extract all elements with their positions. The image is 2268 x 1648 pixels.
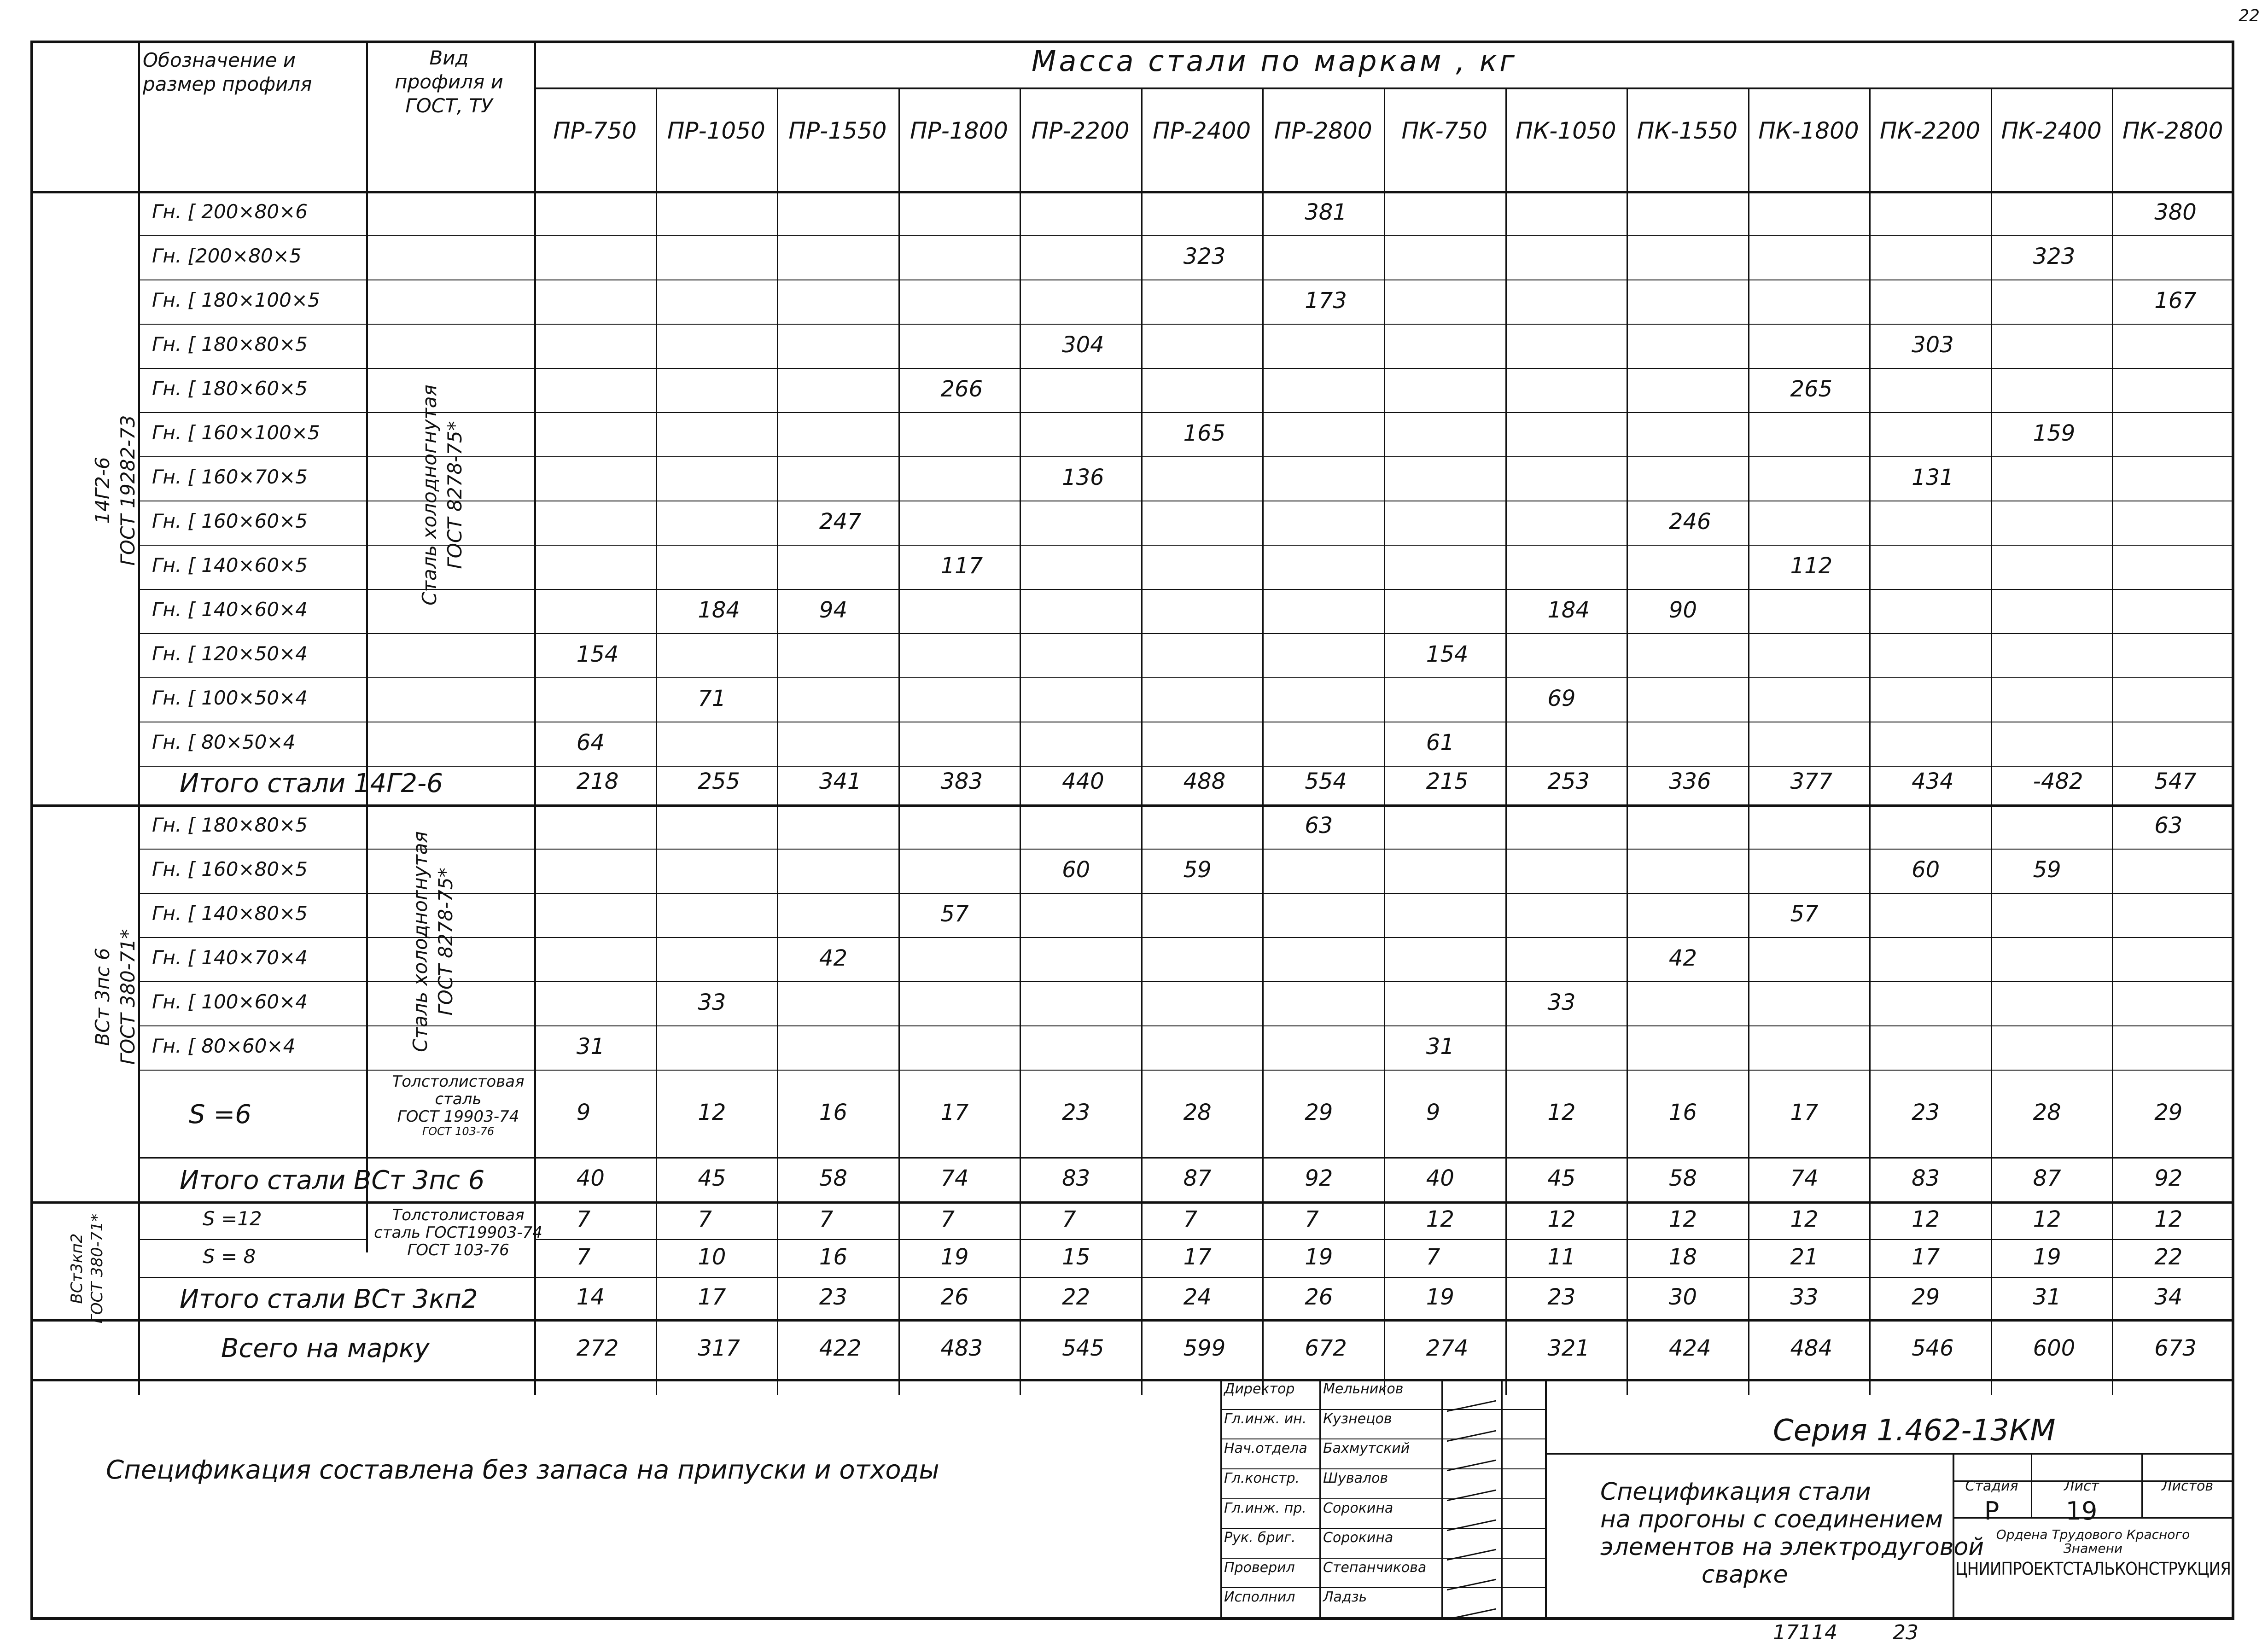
signer-name: Степанчикова [1323,1559,1427,1576]
profile-row-label: Гн. [ 200×80×6 [152,200,308,223]
group1-total-value: 440 [1062,769,1104,794]
title-block-line [1545,1453,2233,1455]
group3-total-value: 34 [2154,1284,2183,1310]
group3-total-value: 14 [576,1284,605,1310]
table-cell-value: 63 [1305,813,1333,839]
group3-total-value: 29 [1912,1284,1940,1310]
grand-total-value: 545 [1062,1335,1104,1361]
group2-sheet-kind: Толстолистовая сталь ГОСТ 19903-74 ГОСТ 103-76 [392,1072,525,1138]
grand-total-value: 599 [1183,1335,1226,1361]
group3-total-value: 33 [1790,1284,1819,1310]
sheet-label: Лист [2064,1478,2099,1494]
table-cell-value: 94 [819,597,847,623]
table-cell-value: 18 [1668,1244,1697,1270]
profile-row-label: Гн. [200×80×5 [152,245,302,267]
signer-name: Сорокина [1323,1500,1393,1516]
stage-value: Р [1984,1497,2000,1526]
mark-header: ПК-1550 [1637,117,1738,144]
group1-steel-label: 14Г2-6 ГОСТ 19282-73 [91,415,139,566]
group3-total-value: 23 [1547,1284,1576,1310]
table-cell-value: 112 [1790,553,1833,579]
profile-row-label: Гн. [ 100×50×4 [152,687,308,709]
group1-kind-label: Сталь холодногнутая ГОСТ 8278-75* [418,384,466,606]
table-cell-value: 184 [1547,597,1590,623]
signer-name: Бахмутский [1323,1440,1410,1457]
table-cell-value: 59 [1183,857,1212,883]
table-cell-value: 42 [819,945,847,971]
profile-row-label: Гн. [ 80×60×4 [152,1035,296,1057]
table-cell-value: 71 [698,686,726,711]
group2-total-value: 74 [940,1165,969,1191]
group1-total-value: 434 [1912,769,1954,794]
group2-total-value: 40 [576,1165,605,1191]
group2-total-value: 74 [1790,1165,1819,1191]
table-cell-value: 19 [940,1244,969,1270]
table-cell-value: 7 [1305,1206,1319,1232]
group3-kind: Толстолистовая сталь ГОСТ19903-74 ГОСТ 103-76 [374,1206,542,1259]
table-cell-value: 304 [1062,332,1104,358]
table-cell-value: 131 [1912,465,1954,490]
table-cell-value: 12 [2154,1206,2183,1232]
signer-role: Рук. бриг. [1224,1530,1296,1546]
profile-row-label: Гн. [ 160×100×5 [152,421,320,444]
table-cell-value: 17 [1912,1244,1940,1270]
signer-role: Исполнил [1224,1589,1295,1606]
group2-total-value: 45 [1547,1165,1576,1191]
grand-total-value: 672 [1305,1335,1347,1361]
table-cell-value: 12 [1790,1206,1819,1232]
mark-header: ПР-1550 [788,117,887,144]
table-cell-value: 22 [2154,1244,2183,1270]
mark-column-divider [1020,87,1021,1395]
values-column-divider [534,41,536,1395]
group2-total-value: 83 [1062,1165,1090,1191]
group3-total-value: 24 [1183,1284,1212,1310]
table-cell-value: 381 [1305,199,1347,225]
table-cell-value: 7 [698,1206,712,1232]
row-divider [138,1239,366,1240]
table-cell-value: 167 [2154,288,2197,314]
table-cell-value: 33 [1547,990,1576,1015]
mark-column-divider [1627,87,1628,1395]
table-cell-value: 60 [1062,857,1090,883]
table-cell-value: 11 [1547,1244,1576,1270]
table-cell-value: 42 [1668,945,1697,971]
title-block-line [1220,1558,1545,1559]
table-cell-value: 323 [1183,244,1226,269]
group3-total-value: 23 [819,1284,847,1310]
group2-steel-label: ВСт 3пс 6 ГОСТ 380-71* [91,929,139,1065]
grand-total-value: 274 [1426,1335,1469,1361]
sheet-value: 17 [1790,1100,1819,1125]
table-cell-value: 12 [1668,1206,1697,1232]
mark-column-divider [777,87,778,1395]
mark-column-divider [1141,87,1143,1395]
signature-scribble [1447,1556,1496,1590]
sheet-value: 23 [1062,1100,1090,1125]
profile-row-label: Гн. [ 180×60×5 [152,377,308,400]
table-cell-value: 117 [940,553,983,579]
row-divider [138,766,2233,767]
row-divider [138,324,2233,325]
group1-total-value: 253 [1547,769,1590,794]
sheet-value: 9 [1426,1100,1440,1125]
grand-total-value: 272 [576,1335,619,1361]
table-cell-value: 165 [1183,420,1226,446]
signer-name: Сорокина [1323,1530,1393,1546]
frame-right [2232,41,2234,1620]
signer-name: Мельников [1323,1381,1404,1397]
document-title: Спецификация стали на прогоны с соединением элементов на электродуговой сварке [1600,1478,1984,1589]
group2-total-value: 87 [1183,1165,1212,1191]
mark-column-divider [1384,87,1385,1395]
group1-total-value: -482 [2033,769,2083,794]
profile-row-label: Гн. [ 140×80×5 [152,902,308,925]
group1-total-value: 554 [1305,769,1347,794]
table-cell-value: 136 [1062,465,1104,490]
sheet-value: 17 [940,1100,969,1125]
table-cell-value: 7 [576,1206,591,1232]
mark-header: ПК-2800 [2122,117,2223,144]
signer-role: Гл.инж. ин. [1224,1410,1307,1427]
grand-total-value: 600 [2033,1335,2076,1361]
table-cell-value: 154 [1426,641,1469,667]
table-cell-value: 16 [819,1244,847,1270]
signer-name: Шувалов [1323,1470,1388,1486]
mark-header: ПР-2200 [1031,117,1130,144]
group1-total-value: 377 [1790,769,1833,794]
group2-total-value: 87 [2033,1165,2061,1191]
organization-award: Ордена Трудового Красного Знамени [1996,1527,2190,1556]
series-label: Серия 1.462-13КМ [1773,1414,2056,1448]
page-number: 22 [2239,6,2260,25]
grand-total-value: 317 [698,1335,740,1361]
group1-total-value: 336 [1668,769,1711,794]
profile-row-label: Гн. [ 140×60×4 [152,598,308,621]
group2-total-value: 45 [698,1165,726,1191]
grand-total-value: 483 [940,1335,983,1361]
kind-column-divider [366,41,368,1252]
sheet-value: 28 [1183,1100,1212,1125]
profile-row-label: Гн. [ 100×60×4 [152,990,308,1013]
stage-label: Стадия [1965,1478,2018,1494]
frame-left [30,41,33,1620]
profile-row-label: Гн. [ 120×50×4 [152,642,308,665]
table-cell-value: 154 [576,641,619,667]
organization-name: ЦНИИПРОЕКТСТАЛЬКОНСТРУКЦИЯ [1955,1559,2231,1579]
title-block-line [1220,1438,1545,1439]
sheet-thickness-label: S =6 [189,1100,251,1130]
table-cell-value: 19 [2033,1244,2061,1270]
signature-scribble [1447,1378,1496,1412]
group1-total-value: 383 [940,769,983,794]
group1-total-value: 488 [1183,769,1226,794]
profile-row-label: Гн. [ 140×70×4 [152,946,308,969]
sheet-value: 29 [2154,1100,2183,1125]
table-cell-value: 90 [1668,597,1697,623]
group1-total-label: Итого стали 14Г2-6 [180,769,443,798]
title-block-line [1220,1587,1545,1588]
frame-bottom [30,1617,2234,1620]
signature-scribble [1447,1526,1496,1561]
mark-header: ПР-2800 [1274,117,1372,144]
header-profile-type: Вид профиля и ГОСТ, ТУ [395,47,503,117]
table-cell-value: 17 [1183,1244,1212,1270]
group1-total-value: 341 [819,769,862,794]
group3-total-value: 31 [2033,1284,2061,1310]
profile-row-label: Гн. [ 180×80×5 [152,333,308,355]
header-designation: Обозначение и размер профиля [143,49,312,95]
table-cell-value: 7 [1183,1206,1198,1232]
mark-header: ПК-1050 [1516,117,1616,144]
title-block-line [2141,1453,2143,1517]
table-cell-value: 63 [2154,813,2183,839]
table-cell-value: 7 [940,1206,955,1232]
footer-code-1: 17114 [1773,1621,1837,1644]
sheet-value: 12 [698,1100,726,1125]
mark-column-divider [1748,87,1749,1395]
frame-top [32,41,2233,43]
table-cell-value: 59 [2033,857,2061,883]
sheet-thickness-label: S = 8 [203,1245,256,1268]
profile-row-label: Гн. [ 160×60×5 [152,510,308,532]
grand-total-value: 422 [819,1335,862,1361]
table-cell-value: 31 [576,1034,605,1060]
table-cell-value: 12 [1426,1206,1454,1232]
title-block-line [1220,1409,1545,1410]
grand-total-value: 673 [2154,1335,2197,1361]
group3-total-value: 19 [1426,1284,1454,1310]
group2-total-value: 40 [1426,1165,1454,1191]
profile-row-label: Гн. [ 160×80×5 [152,858,308,880]
signer-role: Проверил [1224,1559,1295,1576]
mark-header: ПР-1800 [910,117,1009,144]
signer-role: Директор [1224,1381,1295,1397]
table-cell-value: 265 [1790,376,1833,402]
table-cell-value: 12 [1912,1206,1940,1232]
row-divider [138,235,2233,236]
table-cell-value: 12 [2033,1206,2061,1232]
sheet-value: 16 [1668,1100,1697,1125]
group2-bottom [32,1201,2233,1204]
signer-name: Кузнецов [1323,1410,1392,1427]
signature-scribble [1447,1497,1496,1531]
table-cell-value: 19 [1305,1244,1333,1270]
table-cell-value: 173 [1305,288,1347,314]
table-cell-value: 12 [1547,1206,1576,1232]
profile-row-label: Гн. [ 80×50×4 [152,731,296,753]
profile-row-label: Гн. [ 180×100×5 [152,289,320,311]
table-cell-value: 64 [576,730,605,756]
table-cell-value: 184 [698,597,740,623]
mark-column-divider [1262,87,1264,1395]
mark-column-divider [1869,87,1871,1395]
signature-scribble [1447,1407,1496,1441]
sheet-value: 19 [2065,1497,2098,1526]
row-divider [138,1277,2233,1278]
grand-total-label: Всего на марку [221,1334,430,1363]
table-cell-value: 7 [576,1244,591,1270]
title-block-line [1545,1379,1547,1617]
table-cell-value: 60 [1912,857,1940,883]
row-divider [534,1239,2233,1240]
mark-header: ПК-1800 [1758,117,1859,144]
mark-header: ПР-750 [553,117,637,144]
mark-header: ПК-2400 [2001,117,2102,144]
sheet-value: 28 [2033,1100,2061,1125]
group3-total-value: 26 [1305,1284,1333,1310]
table-cell-value: 57 [1790,901,1819,927]
signature-scribble [1447,1467,1496,1501]
group3-bottom [32,1319,2233,1322]
mark-header: ПК-2200 [1879,117,1981,144]
title-block-line [2031,1453,2032,1517]
row-divider [138,1157,2233,1159]
signer-name: Ладзь [1323,1589,1367,1606]
signer-role: Гл.констр. [1224,1470,1300,1486]
title-block-line [1220,1468,1545,1469]
table-cell-value: 7 [1426,1244,1440,1270]
table-cell-value: 380 [2154,199,2197,225]
mark-column-divider [1991,87,1992,1395]
profile-row-label: Гн. [ 140×60×5 [152,554,308,577]
group2-total-value: 92 [1305,1165,1333,1191]
grand-total-value: 484 [1790,1335,1833,1361]
table-cell-value: 31 [1426,1034,1454,1060]
footer-code-2: 23 [1893,1621,1918,1644]
table-cell-value: 303 [1912,332,1954,358]
signer-role: Нач.отдела [1224,1440,1307,1457]
group2-total-value: 83 [1912,1165,1940,1191]
group2-kind-label: Сталь холодногнутая ГОСТ 8278-75* [409,831,457,1052]
table-cell-value: 57 [940,901,969,927]
mark-header: ПР-1050 [667,117,765,144]
grand-total-value: 424 [1668,1335,1711,1361]
group2-total-value: 58 [1668,1165,1697,1191]
sheet-value: 29 [1305,1100,1333,1125]
table-cell-value: 7 [819,1206,834,1232]
table-cell-value: 7 [1062,1206,1076,1232]
header-bottom [32,191,2233,193]
mass-title: Масса стали по маркам , кг [1032,44,1517,78]
sheet-value: 9 [576,1100,591,1125]
group3-steel-label: ВСт3кп2 ГОСТ 380-71* [68,1213,106,1324]
sheet-value: 23 [1912,1100,1940,1125]
grand-total-bottom [32,1379,2233,1381]
table-cell-value: 61 [1426,730,1454,756]
table-cell-value: 10 [698,1244,726,1270]
designation-column-divider [138,41,140,1395]
group1-bottom [32,804,2233,807]
table-cell-value: 323 [2033,244,2076,269]
group3-total-label: Итого стали ВСт 3кп2 [180,1284,478,1314]
table-cell-value: 246 [1668,509,1711,535]
mark-column-divider [1505,87,1507,1395]
mark-column-divider [2112,87,2113,1395]
specification-note: Спецификация составлена без запаса на припуски и отходы [106,1455,939,1485]
group2-total-value: 92 [2154,1165,2183,1191]
signer-role: Гл.инж. пр. [1224,1500,1306,1516]
group1-total-value: 255 [698,769,740,794]
sheet-value: 16 [819,1100,847,1125]
sheet-thickness-label: S =12 [203,1207,262,1230]
signature-scribble [1447,1586,1496,1620]
table-cell-value: 33 [698,990,726,1015]
table-cell-value: 69 [1547,686,1576,711]
group1-total-value: 215 [1426,769,1469,794]
group2-total-label: Итого стали ВСт 3пс 6 [180,1165,485,1195]
table-cell-value: 15 [1062,1244,1090,1270]
table-cell-value: 21 [1790,1244,1819,1270]
profile-row-label: Гн. [ 160×70×5 [152,466,308,488]
mark-column-divider [656,87,657,1395]
table-cell-value: 159 [2033,420,2076,446]
grand-total-value: 546 [1912,1335,1954,1361]
group3-total-value: 17 [698,1284,726,1310]
group2-total-value: 58 [819,1165,847,1191]
table-cell-value: 266 [940,376,983,402]
group1-total-value: 218 [576,769,619,794]
title-block-line [1220,1498,1545,1499]
sheets-label: Листов [2161,1478,2214,1494]
row-divider [138,677,2233,678]
profile-row-label: Гн. [ 180×80×5 [152,814,308,836]
mark-column-divider [898,87,900,1395]
group3-total-value: 22 [1062,1284,1090,1310]
table-cell-value: 247 [819,509,862,535]
mark-header: ПР-2400 [1153,117,1251,144]
group3-total-value: 26 [940,1284,969,1310]
group1-total-value: 547 [2154,769,2197,794]
mark-header: ПК-750 [1401,117,1488,144]
signature-scribble [1447,1437,1496,1471]
sheet-value: 12 [1547,1100,1576,1125]
group3-total-value: 30 [1668,1284,1697,1310]
grand-total-value: 321 [1547,1335,1590,1361]
title-block-line [1220,1528,1545,1529]
